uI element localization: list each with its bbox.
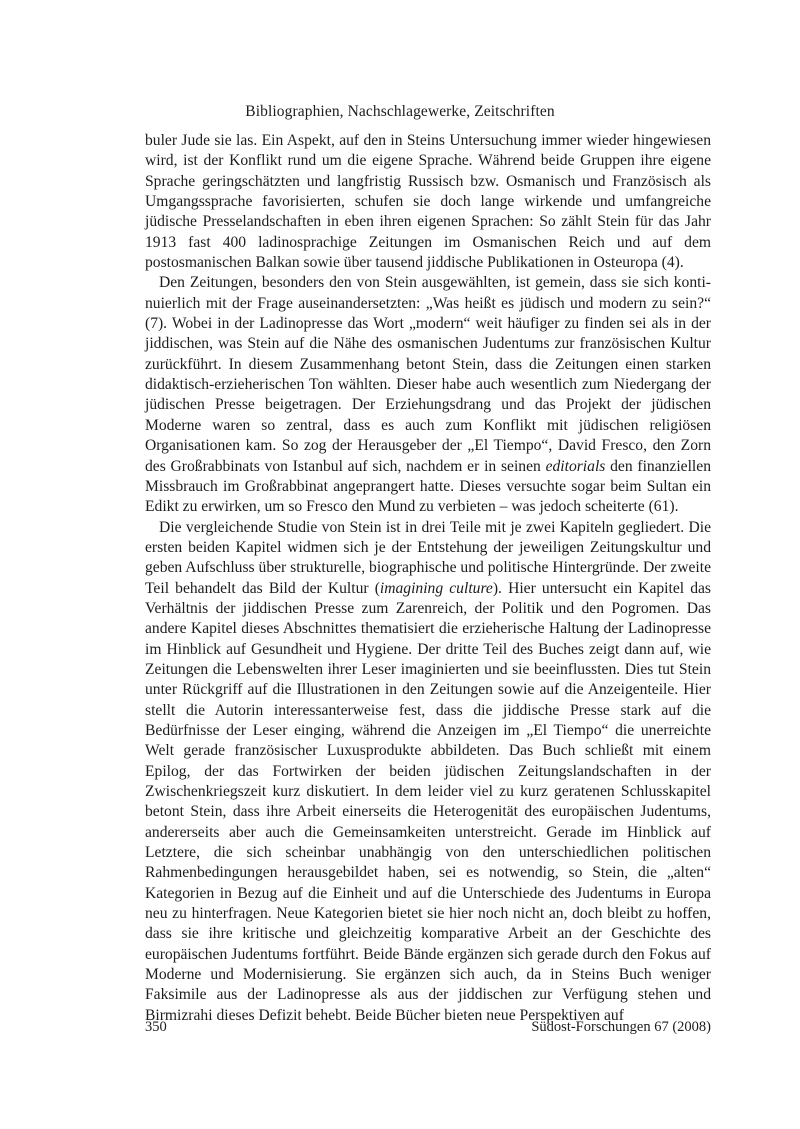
paragraph (145, 518, 711, 1027)
emphasis-imagining-culture: imagining culture (379, 579, 493, 597)
text-run: ). Hier untersucht ein Kapitel das Verhältnis der jiddischen Presse zum Zarenreich, der Politik und den Pogromen. Das andere Kapitel dieses Abschnittes thematisiert die erzieherische Haltung der Ladinopresse im Hinblick auf Gesundheit und Hygiene. Der dritte Teil des Buches zeigt dann auf, wie Zeitungen die Lebenswelten ihrer Leser imaginierten und sie beeinflussten. Dies tut Stein unter Rückgriff auf die Illustrationen in den Zeitungen sowie auf die Anzeigenteile. Hier stellt die Autorin interessanterweise fest, dass die jiddische Presse stark auf die Bedürfnisse der Leser einging, während die Anzeigen im „El Tiempo“ die unerreichte Welt gerade französischer Luxusprodukte abbildeten. Das Buch schließt mit einem Epilog, der das Fortwirken der beiden jüdischen Zeitungslandschaften in der Zwischenkriegszeit kurz diskutiert. In dem leider viel zu kurz geratenen Schlusskapitel betont Stein, dass ihre Arbeit einerseits die Heterogenität des europäischen Judentums, andererseits aber auch die Gemeinsamkeiten unterstreicht. Gerade im Hinblick auf Letztere, die sich scheinbar unabhängig von den unterschiedlichen politischen Rahmenbedingungen herausgebildet haben, sei es notwendig, so Stein, die „alten“ Kategorien in Bezug auf die Einheit und auf die Unterschiede des Judentums in Europa neu zu hinterfragen. Neue Kategorien bietet sie hier noch nicht an, doch bleibt zu hoffen, dass sie ihre kritische und gleichzeitig komparative Arbeit an der Geschichte des europäischen Judentums fortführt. Beide Bände ergänzen sich gerade durch den Fokus auf Moderne und Modernisierung. Sie ergänzen sich auch, da in Steins Buch weniger Faksimile aus der Ladinopresse als aus der jiddischen zur Verfügung stehen und Birmizrahi dieses Defizit behebt. Beide Bücher bieten neue Perspektiven auf (145, 579, 712, 1024)
paragraph (145, 273, 711, 517)
text-run: den finanziellen Missbrauch im Großrabbinat angeprangert hatte. Dieses versuchte sogar beim Sultan ein Edikt zu erwirken, um so Fresco den Mund zu verbieten – was jedoch scheiterte (61). (145, 457, 711, 516)
text-run: buler Jude sie las. Ein Aspekt, auf den in Steins Untersuchung immer wieder hingewiesen wird, ist der Konflikt rund um die eigene Sprache. Während beide Gruppen ihre eigene Sprache geringschätzten und langfristig Russisch bzw. Osmanisch und Französisch als Umgangssprache favorisierten, schufen sie doch lange wirkende und umfangreiche jüdische Presselandschaften in eben ihren eigenen Sprachen: So zählt Stein für das Jahr 1913 fast 400 ladinosprachige Zeitungen im Osmanischen Reich und auf dem postosmanischen Balkan sowie über tausend jiddische Publikationen in Osteuropa (4). (145, 132, 711, 272)
journal-citation: Südost-Forschungen 67 (2008) (531, 1019, 711, 1035)
text-run: Die vergleichende Studie von Stein ist in drei Teile mit je zwei Kapiteln gegliedert. Die ersten beiden Kapitel widmen sich je der Entstehung der jeweiligen Zeitungskultur und geben Aufschluss über strukturelle, biographische und politische Hintergründe. Der zweite Teil behandelt das Bild der Kultur ( (145, 518, 711, 597)
text-run: Den Zeitungen, besonders den von Stein ausgewählten, ist gemein, dass sie sich kontinuierlich mit der Frage auseinandersetzten: „Was heißt es jüdisch und modern zu sein?“ (7). Wobei in der Ladinopresse das Wort „modern“ weit häufiger zu finden sei als in der jiddischen, was Stein auf die Nähe des osmanischen Judentums zur französischen Kultur zurückführt. In diesem Zusammenhang betont Stein, dass die Zeitungen einen starken didaktisch-erzieherischen Ton wählten. Dieser habe auch wesentlich zum Niedergang der jüdischen Presse beigetragen. Der Erziehungsdrang und das Projekt der jüdischen Moderne waren so zentral, dass es auch zum Konflikt mit jüdischen religiösen Organisationen kam. So zog der Herausgeber der „El Tiempo“, David Fresco, den Zorn des Großrabbinats von Istanbul auf sich, nachdem er in seinen (145, 274, 711, 475)
page-number: 350 (145, 1019, 167, 1035)
body-text (145, 131, 711, 1026)
emphasis-editorials: editorials (545, 457, 606, 475)
running-head: Bibliographien, Nachschlagewerke, Zeitschriften (245, 103, 555, 120)
paragraph (145, 131, 711, 273)
